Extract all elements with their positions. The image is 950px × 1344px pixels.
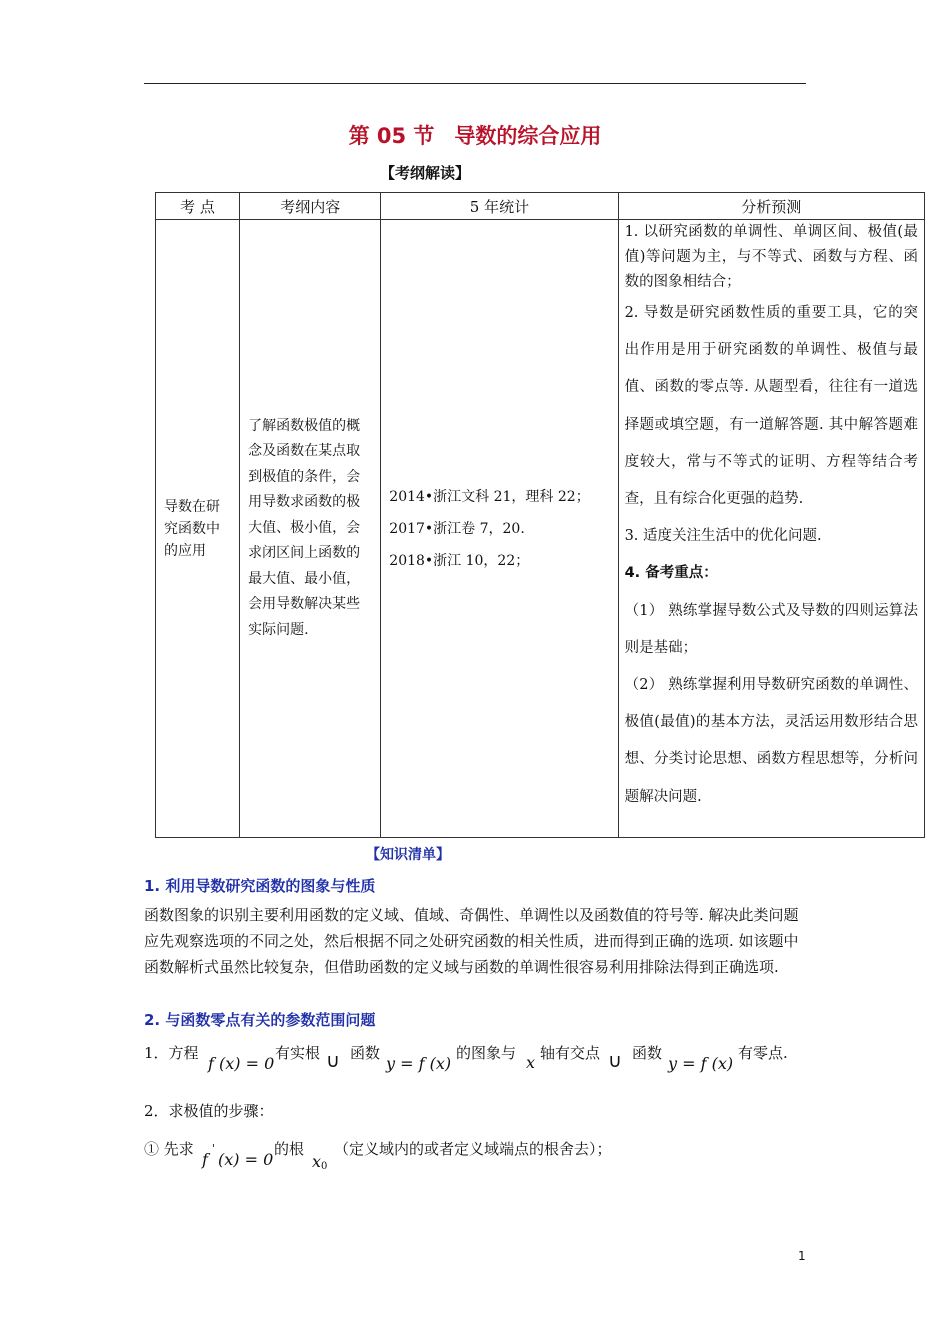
cell-kaodian: 导数在研究函数中的应用 xyxy=(156,220,240,838)
section-number: 第 05 节 xyxy=(348,124,435,148)
eq-yfx-2: y = f (x) xyxy=(668,1054,734,1073)
table-header-row xyxy=(156,193,925,220)
cell-stats xyxy=(381,220,618,838)
eq-label: 1．方程 xyxy=(144,1044,199,1062)
step-heading: 2．求极值的步骤： xyxy=(144,1102,274,1120)
analysis-p5: （1） 熟练掌握导数公式及导数的四则运算法则是基础； xyxy=(624,602,918,656)
eq-union-2: ∪ xyxy=(608,1050,622,1072)
outline-table xyxy=(155,192,925,838)
heading-1: 1. 利用导数研究函数的图象与性质 xyxy=(144,877,376,895)
eq-text-c: 函数 xyxy=(350,1044,381,1062)
header-analysis: 分析预测 xyxy=(618,193,924,220)
stat-line: 2017•浙江卷 7，20. xyxy=(389,520,525,537)
heading-2: 2. 与函数零点有关的参数范围问题 xyxy=(144,1011,376,1029)
step1-x: x xyxy=(312,1152,322,1171)
step1-text-c: （定义域内的或者定义域端点的根舍去）； xyxy=(334,1140,612,1158)
knowledge-heading: 【知识清单】 xyxy=(366,847,450,863)
step1-sub: 0 xyxy=(321,1161,328,1172)
eq-text-c2: 函数 xyxy=(632,1044,663,1062)
stat-line: 2014•浙江文科 21，理科 22； xyxy=(389,488,590,505)
header-stats: 5 年统计 xyxy=(381,193,618,220)
analysis-p4 xyxy=(625,555,918,592)
eq-x: x xyxy=(526,1053,536,1072)
cell-kaogang: 了解函数极值的概念及函数在某点取到极值的条件，会用导数求函数的极大值、极小值，会求闭区间上函数的最大值、最小值，会用导数解决某些实际问题. xyxy=(240,220,381,838)
stat-line: 2018•浙江 10，22； xyxy=(389,552,530,569)
cell-analysis xyxy=(618,220,924,838)
step1-text-b: 的根 xyxy=(274,1140,305,1158)
eq-fx: f (x) = 0 xyxy=(208,1054,275,1073)
table-row xyxy=(156,220,925,838)
header-kaogang: 考纲内容 xyxy=(240,193,381,220)
page-title xyxy=(0,120,950,150)
eq-yfx: y = f (x) xyxy=(386,1054,452,1073)
eq-text-b: 有实根 xyxy=(275,1044,321,1062)
step-1 xyxy=(144,1136,844,1176)
paragraph-1: 函数图象的识别主要利用函数的定义域、值域、奇偶性、单调性以及函数值的符号等. 解决此类问题应先观察选项的不同之处，然后根据不同之处研究函数的相关性质，进而得到正确的选项. 如该题中函数解析式虽然比较复杂，但借助函数的定义域与函数的单调性很容易利用排除法得到正确选项. xyxy=(144,906,799,976)
step1-label: ① 先求 xyxy=(144,1140,194,1158)
eq-text-d: 的图象与 xyxy=(456,1044,517,1062)
section-subtitle: 导数的综合应用 xyxy=(454,124,602,148)
header-kaodian: 考 点 xyxy=(156,193,240,220)
analysis-p6: （2） 熟练掌握利用导数研究函数的单调性、极值(最值)的基本方法，灵活运用数形结合思想、分类讨论思想、函数方程思想等，分析问题解决问题. xyxy=(624,677,918,805)
eq-text-e: 轴有交点 xyxy=(540,1044,601,1062)
step1-eq: (x) = 0 xyxy=(218,1150,274,1169)
eq-union: ∪ xyxy=(326,1050,340,1072)
step1-prime: ' xyxy=(212,1142,216,1155)
eq-text-h: 有零点. xyxy=(738,1044,788,1062)
analysis-p1: 1. 以研究函数的单调性、单调区间、极值(最值)等问题为主，与不等式、函数与方程、函数的图象相结合； xyxy=(624,224,918,290)
header-rule xyxy=(144,83,806,84)
step1-f: f xyxy=(202,1150,208,1169)
outline-heading: 【考纲解读】 xyxy=(380,164,471,182)
analysis-p4-text: 4. 备考重点： xyxy=(624,565,718,582)
analysis-p3: 3. 适度关注生活中的优化问题. xyxy=(624,528,822,545)
page-number: 1 xyxy=(798,1249,806,1263)
analysis-p2: 2. 导数是研究函数性质的重要工具，它的突出作用是用于研究函数的单调性、极值与最值、函数的零点等. 从题型看，往往有一道选择题或填空题，有一道解答题. 其中解答题难度较大，常与不等式的证明、方程等结合考查，且有综合化更强的趋势. xyxy=(624,305,918,508)
